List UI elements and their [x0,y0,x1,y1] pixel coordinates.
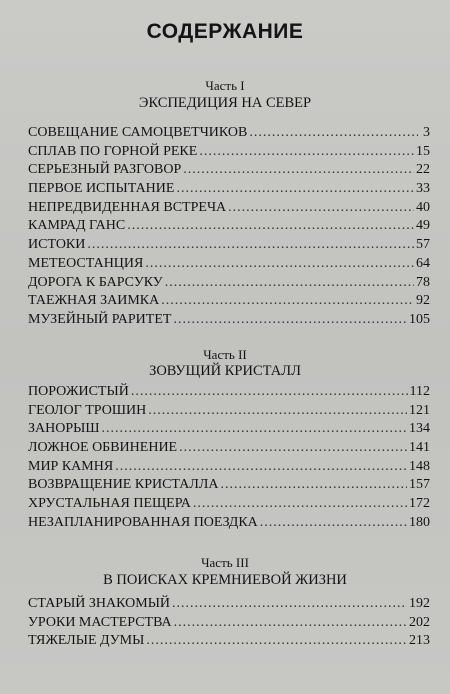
part-1-title: ЭКСПЕДИЦИЯ НА СЕВЕР [138,95,312,111]
toc-entry[interactable] [28,515,430,534]
toc-entry-page: 148 [409,458,430,474]
toc-entry-title: НЕЗАПЛАНИРОВАННАЯ ПОЕЗДКА [28,514,258,530]
page-title: СОДЕРЖАНИЕ [146,20,304,43]
toc-entry[interactable] [28,403,430,422]
toc-entry-title: ТЯЖЕЛЫЕ ДУМЫ [28,633,145,649]
leader-dots [146,633,407,649]
leader-dots [199,144,414,160]
toc-entry[interactable] [28,218,430,237]
toc-entry[interactable] [28,477,430,496]
toc-entry-page: 78 [416,274,430,290]
toc-entry[interactable] [28,237,430,256]
toc-entry[interactable] [28,200,430,219]
leader-dots [249,125,418,141]
leader-dots [183,162,414,178]
leader-dots [260,515,407,531]
toc-entry-page: 92 [416,293,430,309]
leader-dots [173,312,407,328]
toc-entry[interactable] [28,384,430,403]
toc-entry-title: НЕПРЕДВИДЕННАЯ ВСТРЕЧА [28,199,227,215]
leader-dots [161,293,414,309]
toc-entry-title: МИР КАМНЯ [28,458,114,474]
part-1-toc [28,125,430,331]
toc-entry-title: МУЗЕЙНЫЙ РАРИТЕТ [28,311,172,327]
leader-dots [172,596,407,612]
toc-entry-title: ДОРОГА К БАРСУКУ [28,274,163,290]
toc-entry-page: 202 [409,614,430,630]
toc-entry-title: СЕРЬЕЗНЫЙ РАЗГОВОР [28,162,182,178]
leader-dots [148,403,407,419]
toc-entry-title: ТАЕЖНАЯ ЗАИМКА [28,293,160,309]
leader-dots [176,181,414,197]
toc-entry[interactable] [28,275,430,294]
toc-entry[interactable] [28,421,430,440]
toc-entry-title: УРОКИ МАСТЕРСТВА [28,614,172,630]
leader-dots [127,218,414,234]
toc-entry-title: СОВЕЩАНИЕ САМОЦВЕТЧИКОВ [28,125,248,140]
toc-entry-page: 3 [423,125,430,140]
toc-entry-page: 134 [409,421,430,437]
toc-entry-title: ПОРОЖИСТЫЙ [28,384,129,399]
part-2-label: Часть II [203,347,247,362]
toc-entry-title: ЛОЖНОЕ ОБВИНЕНИЕ [28,440,178,456]
toc-entry[interactable] [28,312,430,331]
leader-dots [179,440,407,456]
toc-entry-page: 121 [409,402,430,418]
toc-entry[interactable] [28,459,430,478]
toc-entry-page: 15 [416,143,430,159]
toc-entry-title: ПЕРВОЕ ИСПЫТАНИЕ [28,181,175,197]
toc-entry-title: ГЕОЛОГ ТРОШИН [28,402,147,418]
toc-entry-title: СТАРЫЙ ЗНАКОМЫЙ [28,596,171,611]
leader-dots [221,477,408,493]
leader-dots [193,496,407,512]
leader-dots [87,237,414,253]
part-1-label: Часть I [205,78,245,93]
toc-entry-title: КАМРАД ГАНС [28,218,126,234]
part-3-toc [28,596,430,652]
toc-entry-title: ЗАНОРЫШ [28,421,100,437]
toc-entry-title: ИСТОКИ [28,237,86,253]
toc-entry[interactable] [28,144,430,163]
leader-dots [165,275,414,291]
part-2-toc [28,384,430,534]
toc-entry-title: СПЛАВ ПО ГОРНОЙ РЕКЕ [28,143,198,159]
toc-entry-page: 141 [409,440,430,456]
toc-entry[interactable] [28,596,430,615]
leader-dots [101,421,407,437]
toc-entry-page: 213 [409,633,430,649]
toc-entry-title: МЕТЕОСТАНЦИЯ [28,255,144,271]
toc-entry-page: 105 [409,311,430,327]
toc-entry-page: 33 [416,181,430,197]
toc-entry-title: ХРУСТАЛЬНАЯ ПЕЩЕРА [28,496,191,512]
leader-dots [131,384,408,400]
toc-entry-page: 192 [409,596,430,611]
toc-entry[interactable] [28,615,430,634]
part-3-title: В ПОИСКАХ КРЕМНИЕВОЙ ЖИЗНИ [103,572,347,588]
leader-dots [115,459,407,475]
toc-entry[interactable] [28,496,430,515]
toc-entry-page: 157 [409,477,430,493]
toc-entry[interactable] [28,162,430,181]
toc-entry[interactable] [28,633,430,652]
leader-dots [228,200,414,216]
toc-entry[interactable] [28,440,430,459]
toc-entry[interactable] [28,293,430,312]
toc-entry-page: 57 [416,237,430,253]
toc-entry[interactable] [28,125,430,144]
toc-entry-page: 64 [416,255,430,271]
part-3-label: Часть III [201,555,249,570]
toc-entry-page: 22 [416,162,430,178]
toc-entry-page: 40 [416,199,430,215]
toc-entry-page: 172 [409,496,430,512]
leader-dots [145,256,414,272]
toc-entry-page: 49 [416,218,430,234]
part-2-title: ЗОВУЩИЙ КРИСТАЛЛ [149,363,301,379]
leader-dots [174,615,407,631]
toc-entry[interactable] [28,181,430,200]
toc-entry-page: 112 [409,384,430,399]
toc-entry[interactable] [28,256,430,275]
toc-entry-page: 180 [409,514,430,530]
toc-entry-title: ВОЗВРАЩЕНИЕ КРИСТАЛЛА [28,477,219,493]
